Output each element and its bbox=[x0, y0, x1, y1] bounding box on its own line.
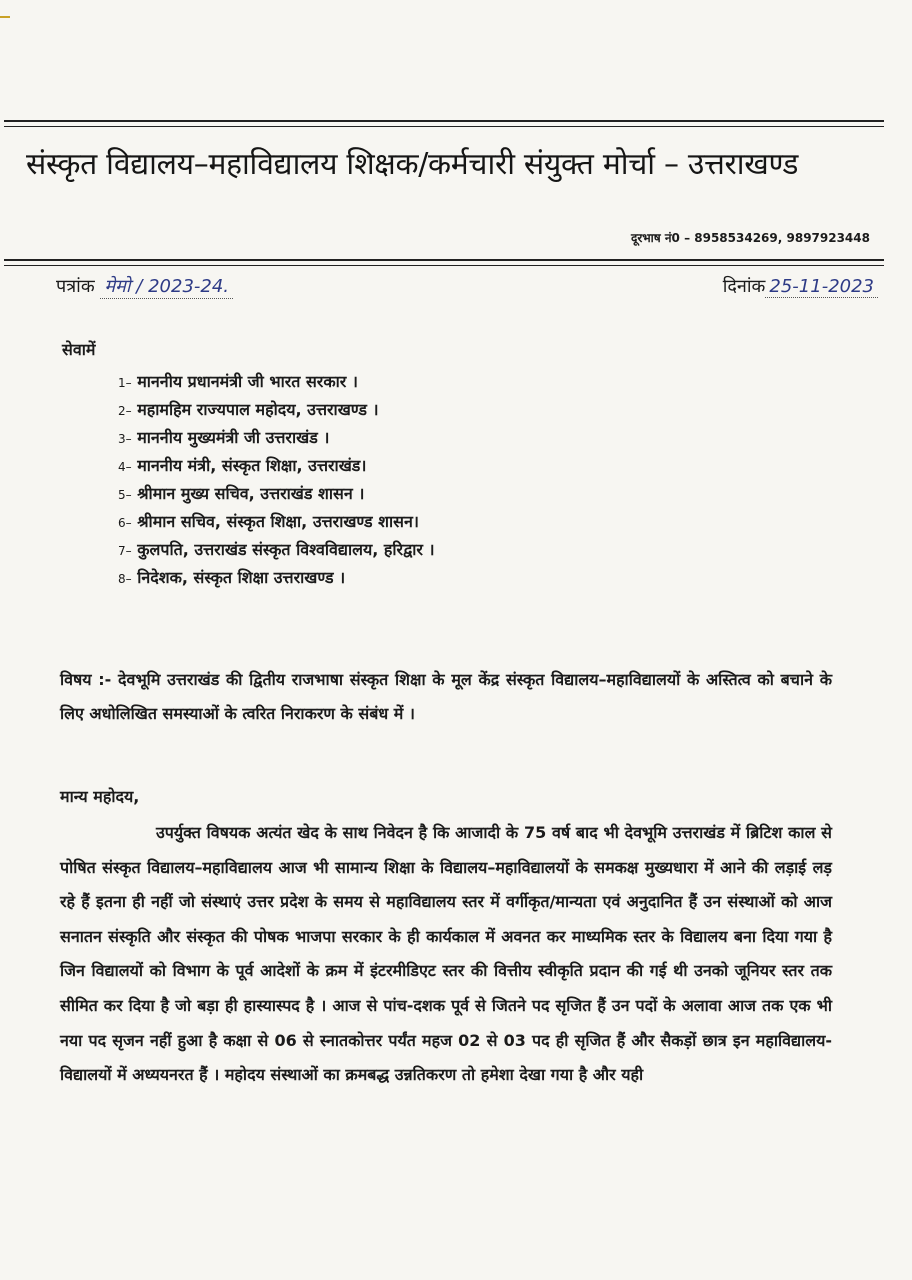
subject-label: विषय :- bbox=[60, 670, 112, 689]
recipient-item bbox=[118, 400, 435, 419]
recipient-number: 4– bbox=[118, 460, 132, 474]
recipient-text: निदेशक, संस्कृत शिक्षा उत्तराखण्ड । bbox=[137, 568, 346, 587]
letterhead-title: संस्कृत विद्यालय–महाविद्यालय शिक्षक/कर्मचारी संयुक्त मोर्चा – उत्तराखण्ड bbox=[26, 147, 799, 182]
recipient-item bbox=[118, 428, 435, 447]
recipient-text: महामहिम राज्यपाल महोदय, उत्तराखण्ड । bbox=[137, 400, 379, 419]
reference-label: पत्रांक bbox=[56, 276, 95, 297]
salutation: सेवामें bbox=[62, 340, 96, 359]
header-rule-top-thin bbox=[4, 126, 884, 127]
recipient-number: 7– bbox=[118, 544, 132, 558]
subject-text: देवभूमि उत्तराखंड की द्वितीय राजभाषा संस्कृत शिक्षा के मूल केंद्र संस्कृत विद्यालय–महाविद्यालयों के अस्तित्व को बचाने के लिए अधोलिखित समस्याओं के त्वरित निराकरण के संबंध में । bbox=[60, 670, 832, 723]
recipient-number: 2– bbox=[118, 404, 132, 418]
recipient-number: 8– bbox=[118, 572, 132, 586]
subject-line bbox=[60, 663, 832, 731]
recipient-text: श्रीमान सचिव, संस्कृत शिक्षा, उत्तराखण्ड शासन। bbox=[137, 512, 419, 531]
recipient-text: कुलपति, उत्तराखंड संस्कृत विश्वविद्यालय, हरिद्वार । bbox=[137, 540, 435, 559]
letter-body-paragraph: उपर्युक्त विषयक अत्यंत खेद के साथ निवेदन है कि आजादी के 75 वर्ष बाद भी देवभूमि उत्तराखंड में ब्रिटिश काल से पोषित संस्कृत विद्यालय–महाविद्यालय आज भी सामान्य शिक्षा के विद्यालय–महाविद्यालयों के समकक्ष मुख्यधारा में आने की लड़ाई लड़ रहे हैं इतना ही नहीं जो संस्थाएं उत्तर प्रदेश के समय से महाविद्यालय स्तर में वर्गीकृत/मान्यता एवं अनुदानित हैं उन संस्थाओं को आज सनातन संस्कृति और संस्कृत की पोषक भाजपा सरकार के ही कार्यकाल में अवनत कर माध्यमिक स्तर के विद्यालय बना दिया गया है जिन विद्यालयों को विभाग के पूर्व आदेशों के क्रम में इंटरमीडिएट स्तर की वित्तीय स्वीकृति प्रदान की गई थी उनको जूनियर स्तर तक सीमित कर दिया है जो बड़ा ही हास्यास्पद है । आज से पांच-दशक पूर्व से जितने पद सृजित हैं उन पदों के अलावा आज तक एक भी नया पद सृजन नहीं हुआ है कक्षा से 06 से स्नातकोत्तर पर्यंत महज 02 से 03 पद ही सृजित हैं और सैकड़ों छात्र इन महाविद्यालय-विद्यालयों में अध्ययनरत हैं । महोदय संस्थाओं का क्रमबद्ध उन्नतिकरण तो हमेशा देखा गया है और यही bbox=[60, 823, 832, 1085]
recipient-item bbox=[118, 484, 435, 503]
recipient-text: माननीय प्रधानमंत्री जी भारत सरकार । bbox=[137, 372, 358, 391]
recipient-number: 1– bbox=[118, 376, 132, 390]
recipient-list bbox=[118, 372, 435, 596]
recipient-item bbox=[118, 512, 435, 531]
header-rule-bottom-thin bbox=[4, 265, 884, 266]
header-rule-top bbox=[4, 120, 884, 122]
recipient-text: माननीय मंत्री, संस्कृत शिक्षा, उत्तराखंड। bbox=[137, 456, 367, 475]
corner-mark bbox=[0, 16, 10, 18]
recipient-item bbox=[118, 568, 435, 587]
header-rule-bottom bbox=[4, 259, 884, 261]
letter-date bbox=[723, 274, 878, 298]
recipient-number: 5– bbox=[118, 488, 132, 502]
recipient-item bbox=[118, 540, 435, 559]
date-value-handwritten: 25-11-2023 bbox=[765, 276, 878, 298]
reference-number bbox=[56, 274, 233, 299]
reference-value-handwritten: मेमो / 2023-24. bbox=[100, 274, 233, 299]
recipient-text: श्रीमान मुख्य सचिव, उत्तराखंड शासन । bbox=[137, 484, 365, 503]
greeting: मान्य महोदय, bbox=[60, 787, 140, 806]
recipient-item bbox=[118, 456, 435, 475]
recipient-number: 3– bbox=[118, 432, 132, 446]
recipient-number: 6– bbox=[118, 516, 132, 530]
recipient-text: माननीय मुख्यमंत्री जी उत्तराखंड । bbox=[137, 428, 330, 447]
date-label: दिनांक bbox=[722, 276, 766, 297]
phone-numbers: दूरभाष नं0 – 8958534269, 9897923448 bbox=[630, 231, 870, 245]
recipient-item bbox=[118, 372, 435, 391]
